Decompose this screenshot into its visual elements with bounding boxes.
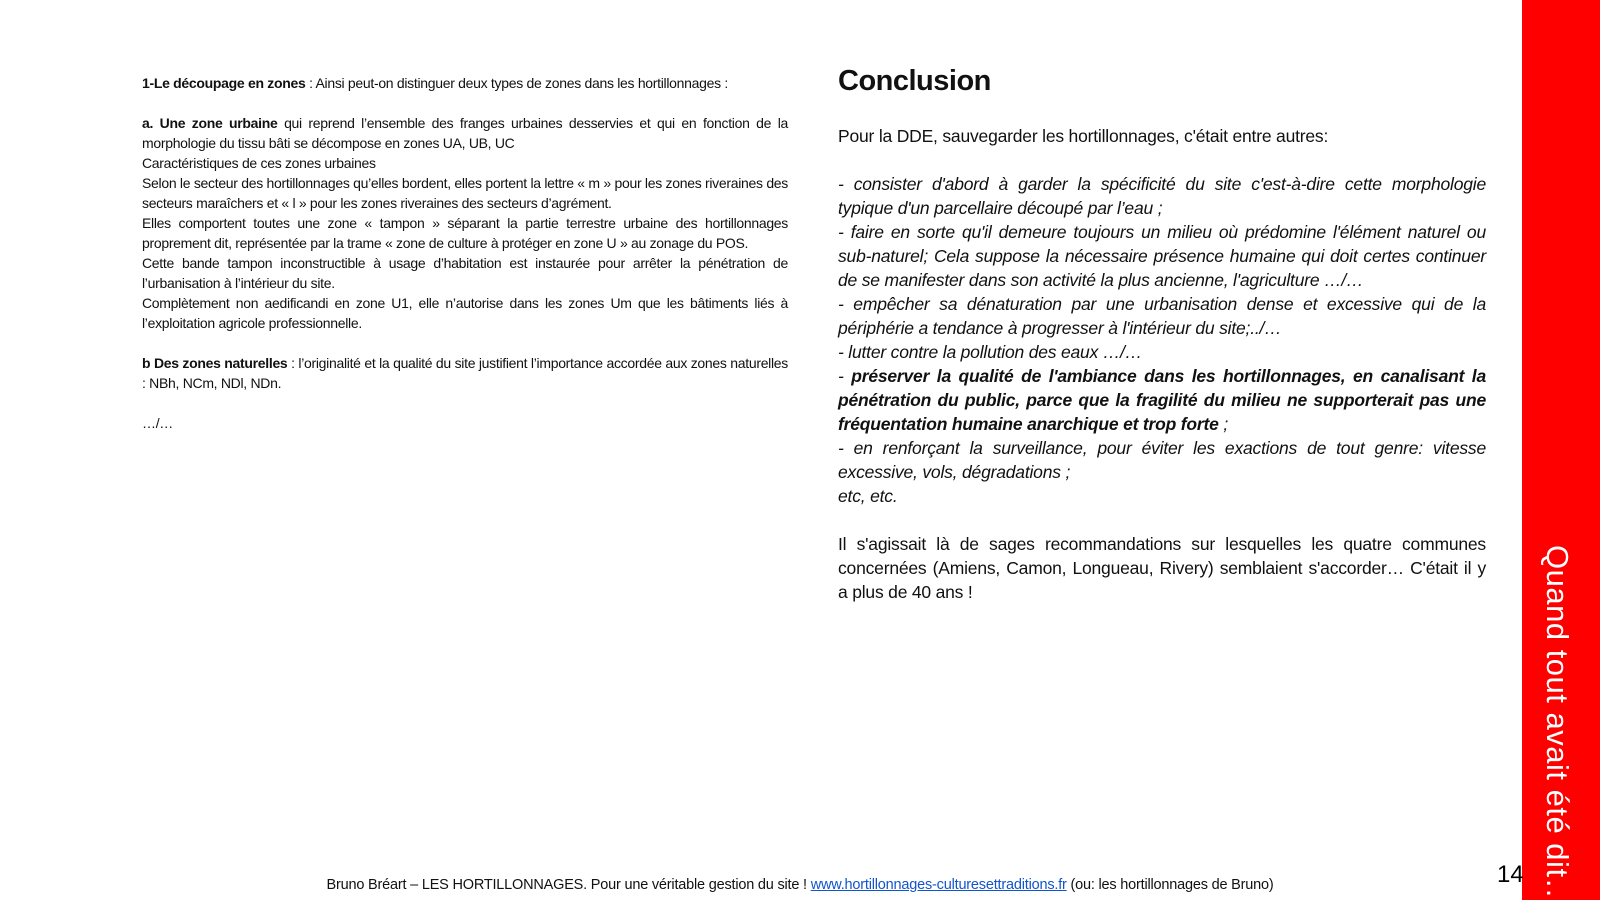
- sidebar-title: Quand tout avait été dit…: [1540, 545, 1575, 909]
- item-5-suffix: ;: [1218, 414, 1229, 434]
- conclusion-item-2: - faire en sorte qu'il demeure toujours un milieu où prédomine l'élément naturel ou sub-naturel; Cela suppose la nécessaire présence humaine qui doit certes continuer de se manifester dans son activité la plus ancienne, l'agriculture …/…: [838, 222, 1486, 290]
- conclusion-item-1: - consister d'abord à garder la spécificité du site c'est-à-dire cette morphologie typique d'un parcellaire découpé par l’eau ;: [838, 174, 1486, 218]
- text-zones-naturelles: : l’originalité et la qualité du site justifient l’importance accordée aux zones naturelles : NBh, NCm, NDl, NDn.: [142, 355, 788, 391]
- text-zones-intro: : Ainsi peut-on distinguer deux types de zones dans les hortillonnages :: [305, 75, 728, 91]
- paragraph-zone-urbaine: [142, 113, 788, 153]
- footer-author-text: Bruno Bréart – LES HORTILLONNAGES. Pour une véritable gestion du site !: [326, 877, 811, 893]
- footer-suffix-text: (ou: les hortillonnages de Bruno): [1066, 877, 1274, 893]
- item-5-bold-text: préserver la qualité de l'ambiance dans les hortillonnages, en canalisant la pénétration du public, parce que la fragilité du milieu ne supporterait pas une fréquentation humaine anarchique et trop forte: [838, 366, 1486, 434]
- paragraph-zone-tampon: Elles comportent toutes une zone « tampon » séparant la partie terrestre urbaine des hortillonnages proprement dit, représentée par la trame « zone de culture à protéger en zone U » au zonage du POS.: [142, 215, 788, 251]
- page-number: 14: [1497, 861, 1524, 888]
- paragraph-non-aedificandi: Complètement non aedificandi en zone U1, elle n’autorise dans les zones Um que les bâtiments liés à l’exploitation agricole professionnelle.: [142, 295, 788, 331]
- heading-zone-urbaine: a. Une zone urbaine: [142, 115, 278, 131]
- conclusion-item-7: etc, etc.: [838, 486, 898, 506]
- conclusion-closing: Il s'agissait là de sages recommandations sur lesquelles les quatre communes concernées (Amiens, Camon, Longueau, Rivery) semblaient s'accorder… C'était il y a plus de 40 ans !: [838, 534, 1486, 602]
- footer: [0, 875, 1600, 895]
- conclusion-item-3: - empêcher sa dénaturation par une urbanisation dense et excessive qui de la périphérie a tendance à progresser à l'intérieur du site;../…: [838, 294, 1486, 338]
- paragraph-zones-intro: [142, 73, 788, 93]
- paragraph-caracteristiques: Caractéristiques de ces zones urbaines: [142, 155, 376, 171]
- right-column: [838, 62, 1486, 604]
- conclusion-title: Conclusion: [838, 65, 991, 97]
- heading-decoupage-zones: 1-Le découpage en zones: [142, 75, 306, 91]
- paragraph-ellipsis: …/…: [142, 415, 173, 431]
- conclusion-item-6: - en renforçant la surveillance, pour éviter les exactions de tout genre: vitesse excessive, vols, dégradations ;: [838, 438, 1486, 482]
- left-column: [142, 73, 788, 433]
- heading-zones-naturelles: b Des zones naturelles: [142, 355, 288, 371]
- paragraph-zones-naturelles: [142, 353, 788, 393]
- conclusion-item-4: - lutter contre la pollution des eaux …/…: [838, 342, 1143, 362]
- text-zone-urbaine: qui reprend l’ensemble des franges urbaines desservies et qui en fonction de la morphologie du tissu bâti se décompose en zones UA, UB, UC: [142, 115, 788, 151]
- conclusion-item-5: [838, 364, 1486, 436]
- paragraph-secteur: Selon le secteur des hortillonnages qu’elles bordent, elles portent la lettre « m » pour les zones riveraines des secteurs maraîchers et « l » pour les zones riveraines des secteurs d’agrément.: [142, 175, 788, 211]
- paragraph-bande-tampon: Cette bande tampon inconstructible à usage d’habitation est instaurée pour arrêter la pénétration de l’urbanisation à l’intérieur du site.: [142, 255, 788, 291]
- item-5-prefix: -: [838, 366, 852, 386]
- footer-website-link[interactable]: www.hortillonnages-culturesettraditions.fr: [810, 877, 1067, 893]
- conclusion-intro: Pour la DDE, sauvegarder les hortillonnages, c'était entre autres:: [838, 126, 1329, 146]
